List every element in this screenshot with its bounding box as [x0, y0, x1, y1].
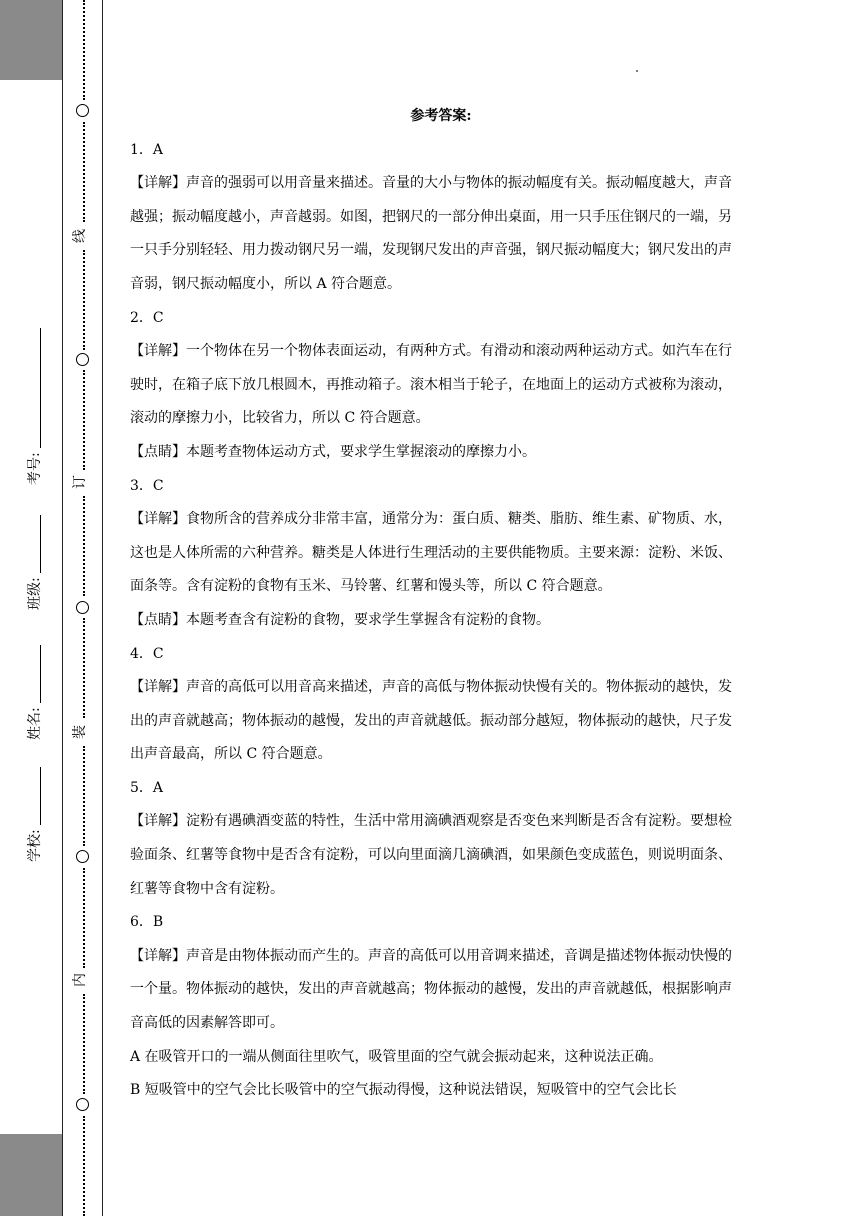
name-field	[24, 645, 44, 740]
school-label: 学校:	[27, 829, 43, 862]
dotted-line	[83, 746, 87, 846]
binding-char-zhuang: 装	[72, 725, 88, 739]
answer-item-4	[130, 638, 732, 772]
answer-title: 参考答案:	[410, 108, 472, 124]
answer-explanation: 【详解】声音的强弱可以用音量来描述。音量的大小与物体的振动幅度有关。振动幅度越大，声音越强；振动幅度越小，声音越弱。如图，把钢尺的一部分伸出桌面，用一只手压住钢尺的一端，另一只手分别轻轻、用力拨动钢尺另一端，发现钢尺发出的声音强，钢尺振动幅度大；钢尺发出的声音弱，钢尺振动幅度小，所以 A 符合题意。	[130, 175, 732, 292]
dotted-line	[83, 618, 87, 718]
class-field	[24, 515, 44, 610]
answer-item-3	[130, 470, 732, 638]
dotted-line	[83, 1116, 87, 1216]
dotted-line	[83, 122, 87, 222]
exam-number-blank	[28, 328, 41, 448]
option-b-analysis: B 短吸管中的空气会比长吸管中的空气振动得慢，这种说法错误，短吸管中的空气会比长	[130, 1082, 677, 1099]
answer-number: 2．C	[130, 309, 164, 326]
dotted-line	[83, 370, 87, 470]
dotted-line	[83, 0, 87, 100]
answer-number: 6．B	[130, 914, 164, 931]
binding-strip	[0, 0, 63, 1216]
name-label: 姓名:	[27, 707, 43, 740]
dotted-line	[83, 250, 87, 350]
answer-explanation: 【详解】声音的高低可以用音高来描述，声音的高低与物体振动快慢有关的。物体振动的越快，发出的声音就越高；物体振动的越慢，发出的声音就越低。振动部分越短，物体振动的越快，尺子发出声音最高，所以 C 符合题意。	[130, 679, 732, 763]
page-mark	[636, 70, 638, 72]
answer-explanation: 【详解】食物所含的营养成分非常丰富，通常分为：蛋白质、糖类、脂肪、维生素、矿物质、水，这也是人体所需的六种营养。糖类是人体进行生理活动的主要供能物质。主要来源：淀粉、米饭、面条等。含有淀粉的食物有玉米、马铃薯、红薯和馒头等，所以 C 符合题意。	[130, 511, 732, 595]
answer-item-2	[130, 302, 732, 470]
answer-number: 4．C	[130, 645, 164, 662]
school-blank	[28, 767, 41, 825]
name-blank	[28, 645, 41, 703]
dotted-line	[83, 496, 87, 596]
exam-number-field	[24, 328, 44, 485]
exam-number-label: 考号:	[27, 452, 43, 485]
binding-line-column	[64, 0, 103, 1216]
binding-hole-icon	[76, 1098, 89, 1111]
binding-char-nei: 内	[72, 973, 88, 987]
binding-hole-icon	[76, 104, 89, 117]
binding-char-xian: 线	[72, 229, 88, 243]
binding-hole-icon	[76, 601, 89, 614]
answer-comment: 【点睛】本题考查含有淀粉的食物，要求学生掌握含有淀粉的食物。	[130, 611, 550, 628]
binding-char-ding: 订	[72, 475, 88, 489]
student-info-fields	[24, 0, 44, 1216]
class-blank	[28, 515, 41, 573]
dotted-line	[83, 868, 87, 968]
answer-content	[130, 100, 732, 1108]
answer-explanation: 【详解】声音是由物体振动而产生的。声音的高低可以用音调来描述，音调是描述物体振动快慢的一个量。物体振动的越快，发出的声音就越高；物体振动的越慢，发出的声音就越低，根据影响声音高低的因素解答即可。	[130, 947, 732, 1032]
dotted-line	[83, 994, 87, 1094]
option-a-analysis: A 在吸管开口的一端从侧面往里吹气，吸管里面的空气就会振动起来，这种说法正确。	[130, 1048, 663, 1065]
binding-hole-icon	[76, 353, 89, 366]
class-label: 班级:	[27, 577, 43, 610]
answer-comment: 【点睛】本题考查物体运动方式，要求学生掌握滚动的摩擦力小。	[130, 443, 536, 460]
answer-number: 3．C	[130, 477, 164, 494]
school-field	[24, 767, 44, 862]
answer-number: 1．A	[130, 141, 164, 158]
answer-explanation: 【详解】一个物体在另一个物体表面运动，有两种方式。有滑动和滚动两种运动方式。如汽车在行驶时，在箱子底下放几根圆木，再推动箱子。滚木相当于轮子，在地面上的运动方式被称为滚动，滚动的摩擦力小，比较省力，所以 C 符合题意。	[130, 343, 732, 427]
answer-item-6	[130, 906, 732, 1108]
answer-item-1	[130, 134, 732, 302]
answer-number: 5．A	[130, 779, 164, 796]
binding-hole-icon	[76, 850, 89, 863]
answer-item-5	[130, 772, 732, 906]
answer-explanation: 【详解】淀粉有遇碘酒变蓝的特性，生活中常用滴碘酒观察是否变色来判断是否含有淀粉。要想检验面条、红薯等食物中是否含有淀粉，可以向里面滴几滴碘酒，如果颜色变成蓝色，则说明面条、红薯等食物中含有淀粉。	[130, 813, 732, 897]
